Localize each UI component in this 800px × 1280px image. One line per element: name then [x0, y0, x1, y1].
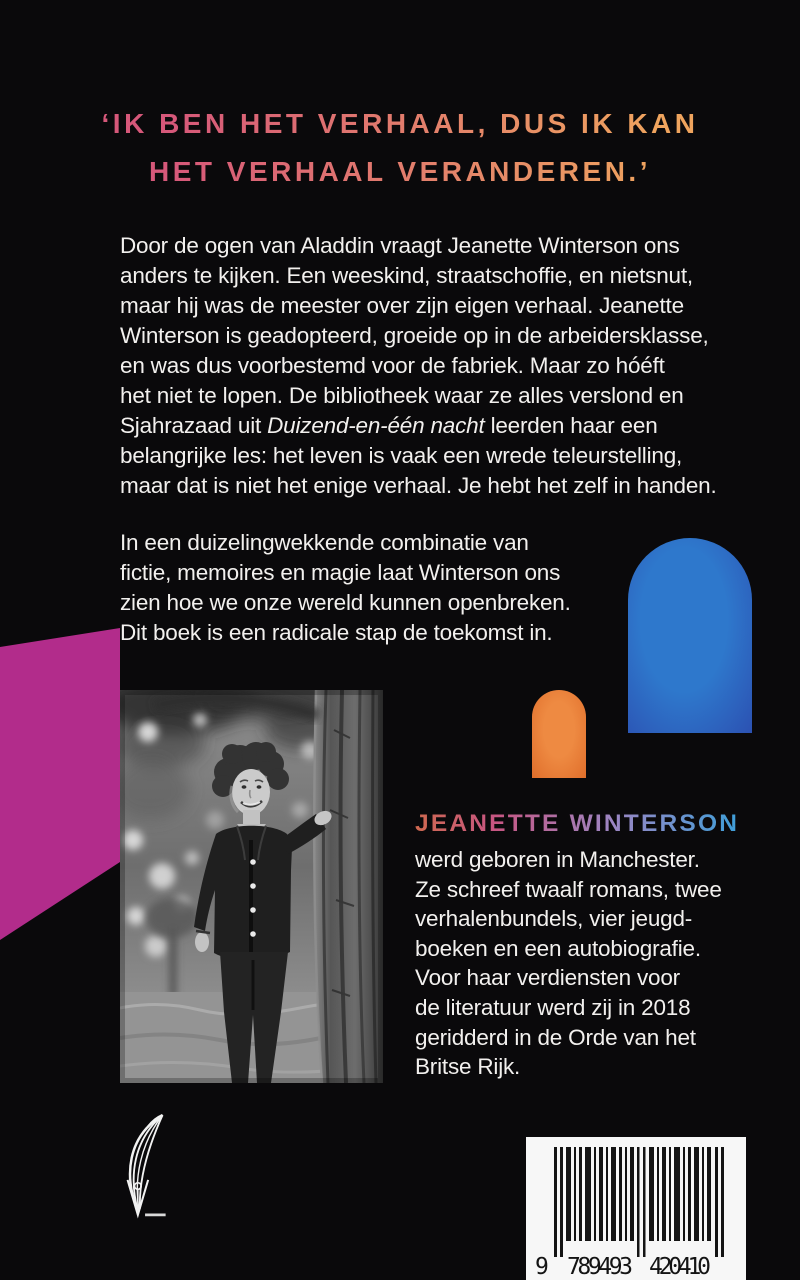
text-line: Britse Rijk. — [415, 1054, 521, 1080]
text-line: geridderd in de Orde van het — [415, 1024, 696, 1050]
text-line: werd geboren in Manchester. — [415, 847, 700, 872]
text-line: belangrijke les: het leven is vaak een wrede teleurstelling, — [120, 443, 683, 468]
svg-text:9: 9 — [535, 1254, 549, 1277]
barcode — [526, 1137, 746, 1280]
blurb-paragraph-2 — [120, 528, 590, 648]
text-line: maar hij was de meester over zijn eigen verhaal. Jeanette — [120, 293, 684, 318]
text-line: Door de ogen van Aladdin vraagt Jeanette Winterson ons — [120, 233, 680, 258]
text-line — [120, 411, 730, 441]
barcode-graphic — [534, 1143, 738, 1277]
text-line: het niet te lopen. De bibliotheek waar ze alles verslond en — [120, 383, 684, 408]
blue-arch-shape — [628, 538, 752, 733]
blurb-paragraph-1 — [120, 231, 730, 501]
cover-quote — [40, 100, 760, 196]
svg-text:420410: 420410 — [649, 1254, 711, 1277]
svg-text:789493: 789493 — [567, 1254, 633, 1277]
author-photo — [120, 690, 383, 1083]
quote-line: HET VERHAAL VERANDEREN.’ — [149, 156, 651, 187]
text-line: Ze schreef twaalf romans, twee — [415, 876, 722, 902]
text-line: verhalenbundels, vier jeugd- — [415, 906, 693, 932]
author-photo-illustration — [120, 690, 383, 1083]
text-segment: Sjahrazaad uit — [120, 413, 268, 438]
text-line: zien hoe we onze wereld kunnen openbreken. — [120, 590, 571, 615]
text-line: anders te kijken. Een weeskind, straatschoffie, en nietsnut, — [120, 263, 693, 288]
quill-pen-glyph — [112, 1112, 174, 1220]
text-line: Winterson is geadopteerd, groeide op in de arbeidersklasse, — [120, 323, 709, 348]
magenta-page-shape — [0, 620, 120, 950]
text-line: fictie, memoires en magie laat Winterson ons — [120, 560, 561, 585]
text-line: maar dat is niet het enige verhaal. Je hebt het zelf in handen. — [120, 473, 717, 498]
author-bio — [415, 845, 745, 1082]
text-line: In een duizelingwekkende combinatie van — [120, 530, 529, 555]
text-line: boeken en een autobiografie. — [415, 935, 701, 961]
text-line: en was dus voorbestemd voor de fabriek. Maar zo hóéft — [120, 353, 665, 378]
orange-arch-shape — [532, 690, 586, 778]
text-line: Dit boek is een radicale stap de toekomst in. — [120, 620, 553, 645]
magenta-page-polygon — [0, 620, 120, 950]
text-segment: leerden haar een — [484, 413, 658, 438]
isbn-number — [535, 1254, 711, 1277]
book-title-reference: Duizend-en-één nacht — [267, 413, 485, 438]
author-name: JEANETTE WINTERSON — [415, 810, 745, 838]
text-line: de literatuur werd zij in 2018 — [415, 994, 691, 1020]
text-line: Voor haar verdiensten voor — [415, 965, 680, 991]
quill-logo-icon — [112, 1112, 174, 1220]
quote-line: ‘IK BEN HET VERHAAL, DUS IK KAN — [101, 108, 699, 139]
